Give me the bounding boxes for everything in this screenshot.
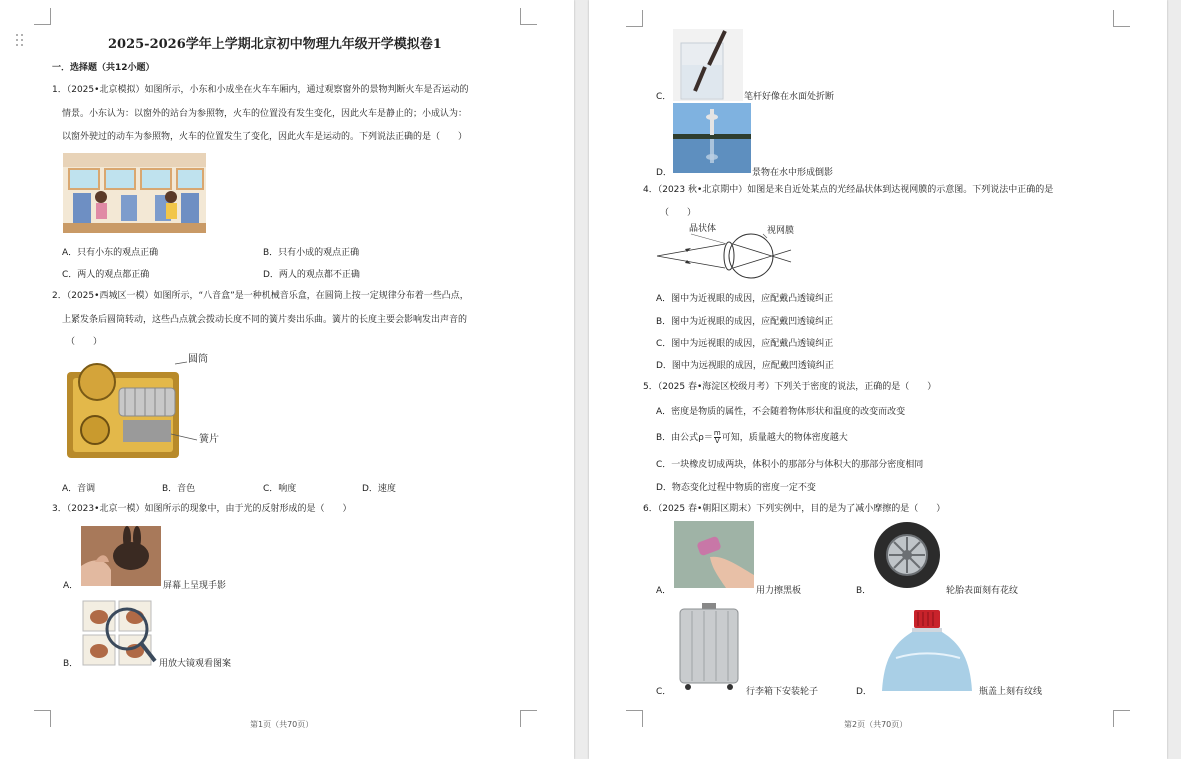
page-footer: 第2页（共70页） xyxy=(844,720,908,729)
crop-mark-top-right xyxy=(1113,10,1130,27)
q3-line: 3．（2023•北京一模）如图所示的现象中，由于光的反射形成的是（ ） xyxy=(52,504,352,514)
q6-option-c-letter[interactable]: C． xyxy=(656,687,672,697)
document-page-2 xyxy=(589,0,1167,759)
q5-line: 5．（2025 春•海淀区校级月考）下列关于密度的说法，正确的是（ ） xyxy=(643,382,937,392)
q5-option-c[interactable]: C．一块橡皮切成两块，体积小的那部分与体积大的那部分密度相同 xyxy=(656,460,924,470)
q2-option-b[interactable]: B．音色 xyxy=(162,484,196,494)
q4-option-b[interactable]: B．图中为近视眼的成因，应配戴凹透镜纠正 xyxy=(656,317,834,327)
crop-mark-top-left xyxy=(626,10,643,27)
hand-shadow-photo xyxy=(81,526,161,586)
q4-option-c[interactable]: C．图中为远视眼的成因，应配戴凸透镜纠正 xyxy=(656,339,834,349)
crop-mark-bottom-right xyxy=(1113,710,1130,727)
q4-line-1: 4．（2023 秋•北京期中）如图是来自近处某点的光经晶状体到达视网膜的示意图。下列说法中正确的是 xyxy=(643,185,1054,195)
q3-option-c-text: 笔杆好像在水面处折断 xyxy=(744,92,835,102)
drag-handle-icon[interactable] xyxy=(16,34,24,46)
train-carriage-illustration xyxy=(63,153,206,233)
q6-option-b-text: 轮胎表面刻有花纹 xyxy=(946,586,1019,596)
q6-line: 6．（2025 春•朝阳区期末）下列实例中，目的是为了减小摩擦的是（ ） xyxy=(643,504,946,514)
q3-option-a-text: 屏幕上呈现手影 xyxy=(163,581,227,591)
q2-option-a[interactable]: A．音调 xyxy=(62,484,96,494)
q1-option-c[interactable]: C．两人的观点都正确 xyxy=(62,270,150,280)
label-reed: 簧片 xyxy=(199,434,219,445)
page-footer: 第1页（共70页） xyxy=(250,720,314,729)
suitcase-photo xyxy=(674,601,744,691)
q3-option-d-text: 景物在水中形成倒影 xyxy=(752,168,834,178)
crop-mark-bottom-right xyxy=(520,710,537,727)
tower-reflection-photo xyxy=(673,103,751,173)
tire-photo xyxy=(871,519,945,593)
q4-line-2: （ ） xyxy=(660,208,697,218)
q1-option-a[interactable]: A．只有小东的观点正确 xyxy=(62,248,159,258)
q5-option-b-suffix: 可知，质量越大的物体密度越大 xyxy=(721,433,848,443)
q3-option-b-text: 用放大镜观看图案 xyxy=(159,659,232,669)
q2-line-1: 2．（2025•西城区一模）如图所示，“八音盒”是一种机械音乐盒，在圆筒上按一定规律分布着一些凸点， xyxy=(52,291,469,301)
q2-option-c[interactable]: C．响度 xyxy=(263,484,297,494)
fraction-denominator: V xyxy=(714,437,720,445)
q4-option-d[interactable]: D．图中为远视眼的成因，应配戴凹透镜纠正 xyxy=(656,361,834,371)
q5-option-b[interactable] xyxy=(656,430,848,445)
q5-option-d[interactable]: D．物态变化过程中物质的密度一定不变 xyxy=(656,483,816,493)
q6-option-a-letter[interactable]: A． xyxy=(656,586,672,596)
q3-option-b-letter[interactable]: B． xyxy=(63,659,79,669)
music-box-photo xyxy=(63,352,221,472)
density-fraction xyxy=(714,430,721,445)
q1-line-3: 以窗外驶过的动车为参照物，火车的位置发生了变化，因此火车是运动的。下列说法正确的是（ ） xyxy=(62,132,468,142)
q1-line-1: 1．（2025•北京模拟）如图所示，小东和小成坐在火车车厢内，通过观察窗外的景物判断火车是否运动的 xyxy=(52,85,469,95)
q5-option-b-prefix: B．由公式ρ＝ xyxy=(656,433,713,443)
q1-option-d[interactable]: D．两人的观点都不正确 xyxy=(263,270,360,280)
section-heading: 一．选择题（共12小题） xyxy=(52,63,155,73)
q2-line-3: （ ） xyxy=(66,337,103,347)
crop-mark-bottom-left xyxy=(626,710,643,727)
label-retina: 视网膜 xyxy=(767,226,795,236)
q6-option-d-text: 瓶盖上刻有纹线 xyxy=(979,687,1043,697)
fraction-numerator: m xyxy=(713,429,721,437)
label-lens: 晶状体 xyxy=(689,224,717,234)
q2-line-2: 上紧发条后圆筒转动，这些凸点就会拨动长度不同的簧片奏出乐曲。簧片的长度主要会影响发出声音的 xyxy=(62,315,468,325)
label-drum: 圆筒 xyxy=(188,354,208,365)
q5-option-a[interactable]: A．密度是物质的属性，不会随着物体形状和温度的改变而改变 xyxy=(656,407,906,417)
pencil-in-water-glass-photo xyxy=(673,29,743,101)
q1-line-2: 情景。小东认为：以窗外的站台为参照物，火车的位置没有发生变化，因此火车是静止的；小成认为： xyxy=(62,109,468,119)
crop-mark-top-right xyxy=(520,8,537,25)
document-page-1 xyxy=(0,0,574,759)
crop-mark-top-left xyxy=(34,8,51,25)
q1-option-b[interactable]: B．只有小成的观点正确 xyxy=(263,248,360,258)
bottle-cap-photo xyxy=(876,608,978,691)
q6-option-b-letter[interactable]: B． xyxy=(856,586,872,596)
q3-option-a-letter[interactable]: A． xyxy=(63,581,79,591)
q6-option-d-letter[interactable]: D． xyxy=(856,687,872,697)
page-title: 2025-2026学年上学期北京初中物理九年级开学模拟卷1 xyxy=(108,37,442,52)
q4-option-a[interactable]: A．图中为近视眼的成因，应配戴凸透镜纠正 xyxy=(656,294,834,304)
q2-option-d[interactable]: D．速度 xyxy=(362,484,396,494)
q3-option-c-letter[interactable]: C． xyxy=(656,92,672,102)
crop-mark-bottom-left xyxy=(34,710,51,727)
eraser-on-blackboard-photo xyxy=(674,521,754,588)
q6-option-a-text: 用力擦黑板 xyxy=(756,586,802,596)
q3-option-d-letter[interactable]: D． xyxy=(656,168,672,178)
magnifier-stamps-photo xyxy=(81,599,157,667)
q6-option-c-text: 行李箱下安装轮子 xyxy=(746,687,819,697)
